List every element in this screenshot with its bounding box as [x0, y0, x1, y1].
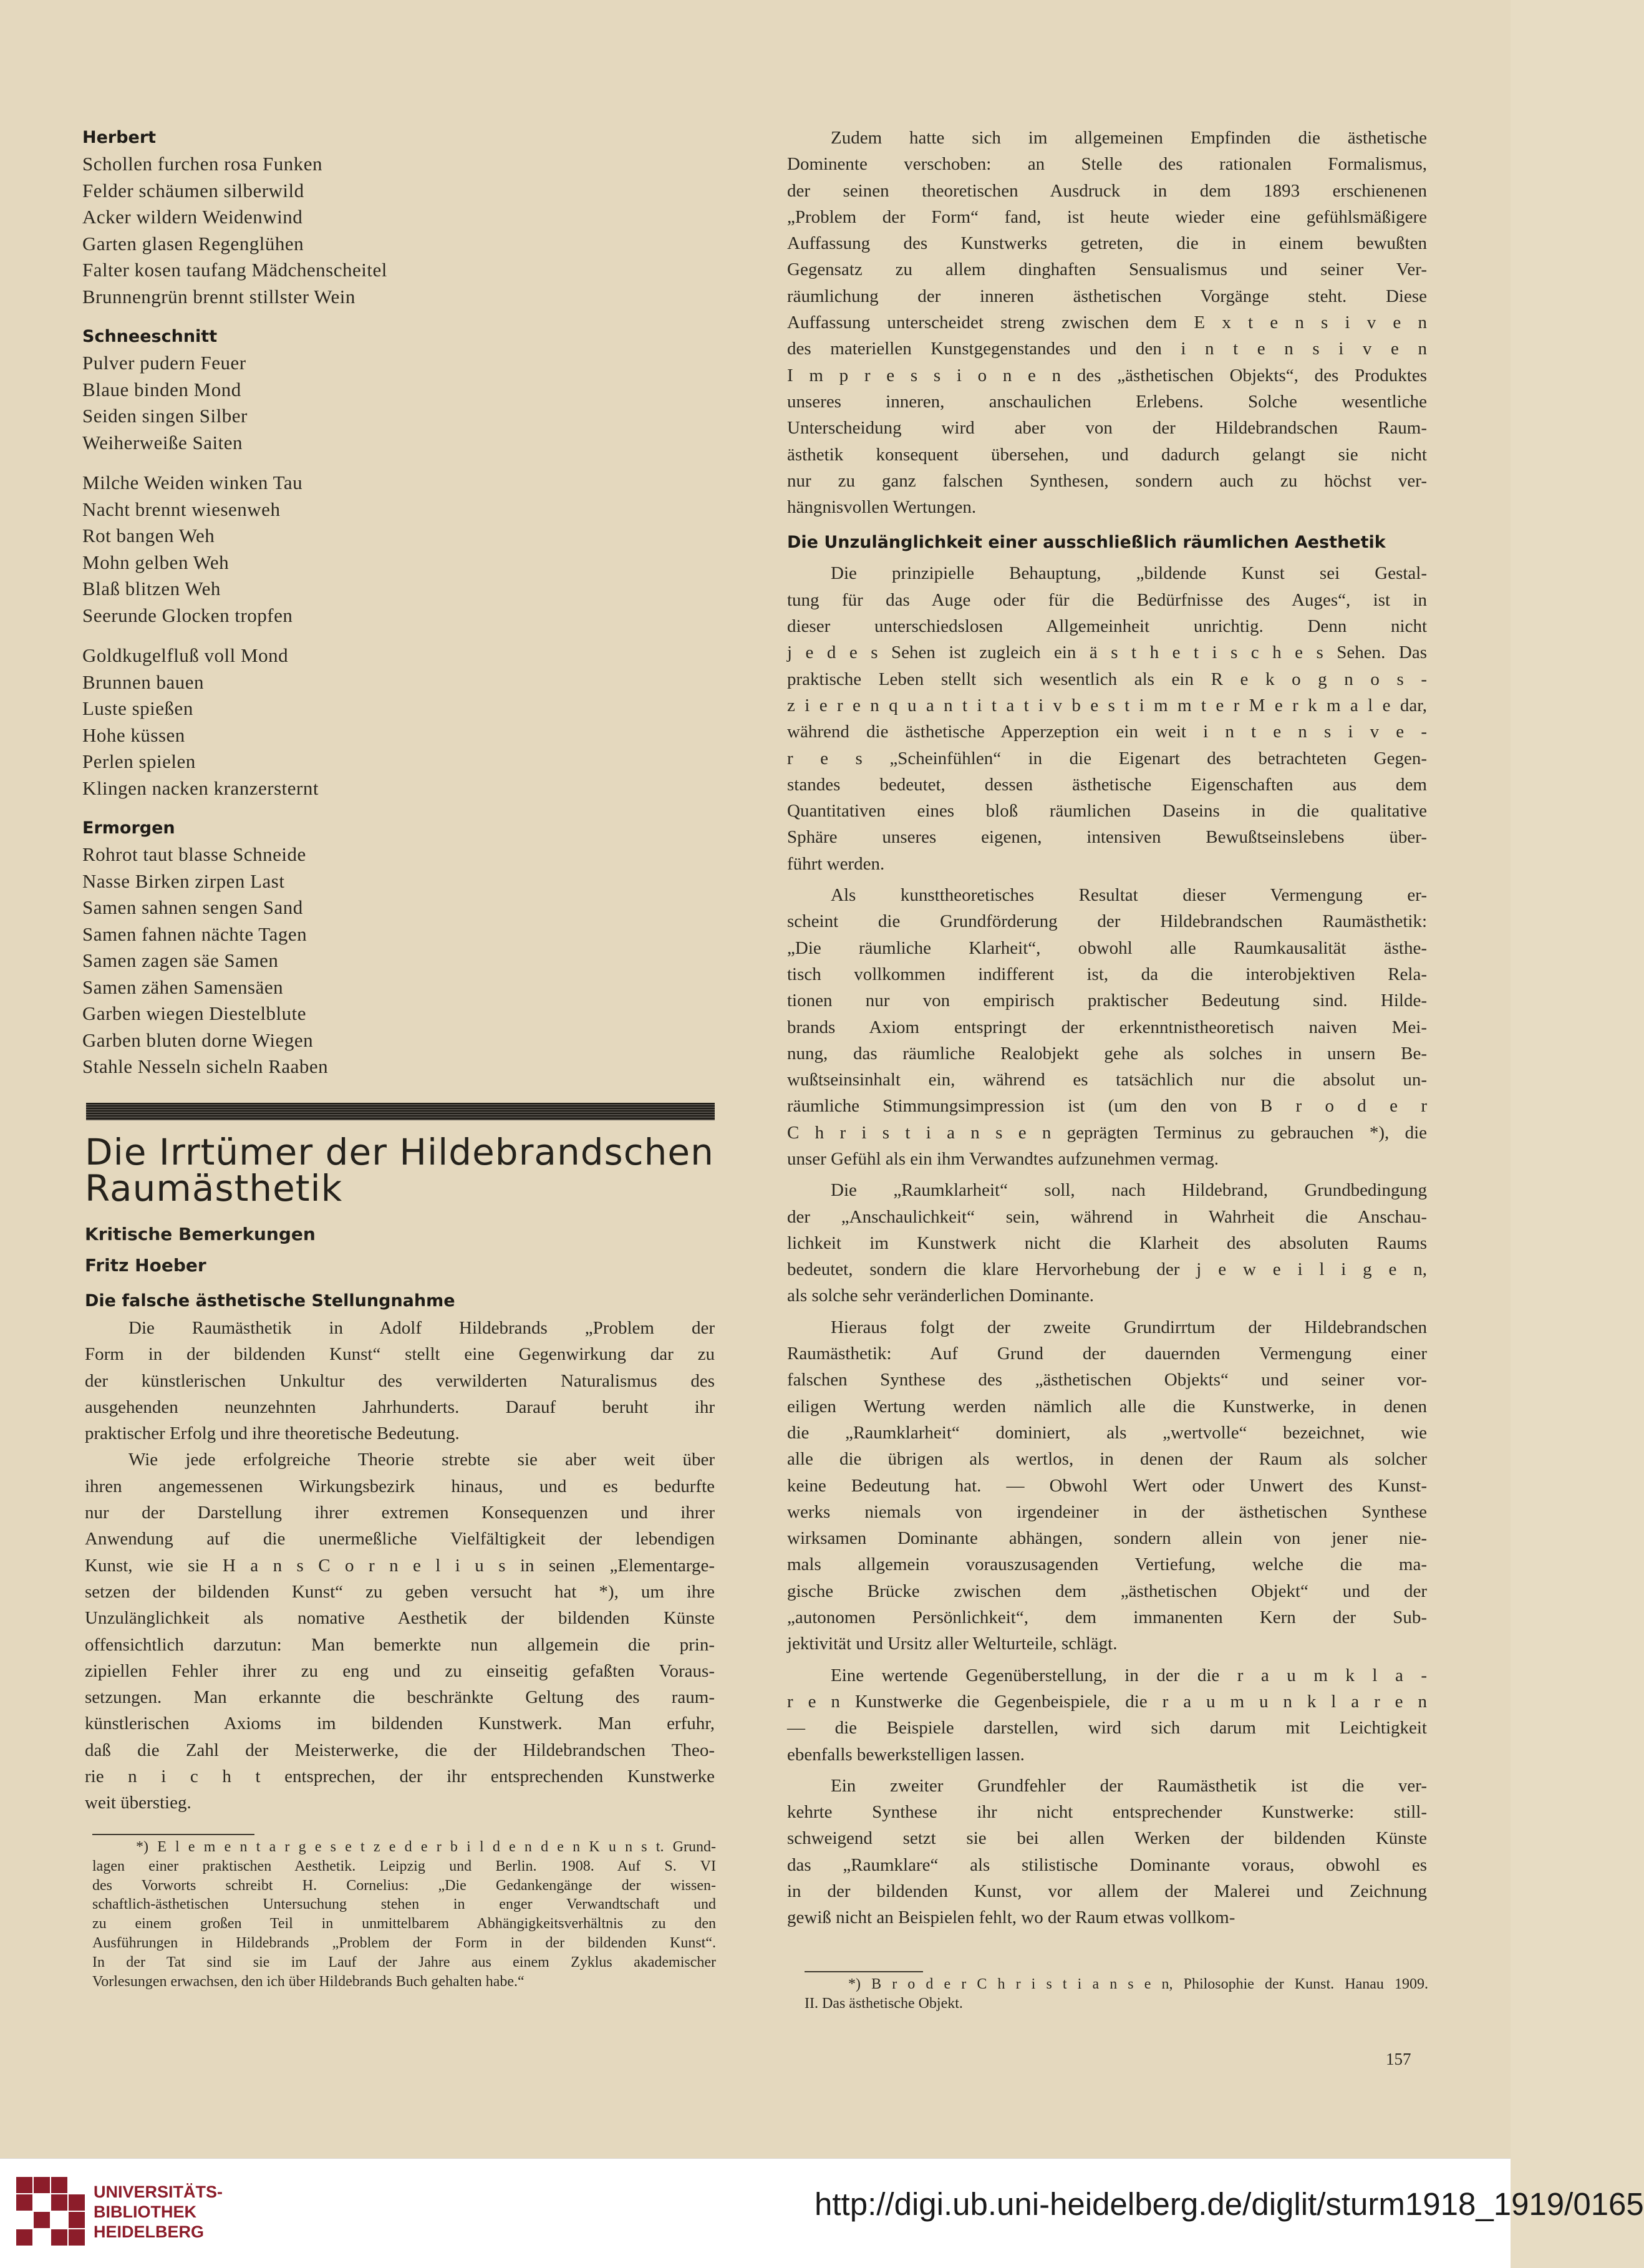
- body-text-line: standes bedeutet, dessen ästhetische Eigenschaften aus dem: [787, 774, 1427, 795]
- poem-line: Weiherweiße Saiten: [82, 431, 243, 453]
- footnote-line: zu einem großen Teil in unmittelbarem Abhängigkeitsverhältnis zu den: [92, 1916, 716, 1932]
- body-text-line: werks niemals von irgendeiner in der ästhetischen Synthese: [787, 1501, 1427, 1522]
- body-text-line: Eine wertende Gegenüberstellung, in der die r a u m k l a -: [831, 1665, 1427, 1685]
- article-title-line: Raumästhetik: [85, 1167, 343, 1209]
- article-title: [85, 1131, 715, 1209]
- poem-line: Blaue binden Mond: [82, 378, 241, 400]
- body-text-line: der künstlerischen Unkultur des verwilderten Naturalismus des: [85, 1370, 715, 1391]
- body-text-line: Unterscheidung wird aber von der Hildebrandschen Raum-: [787, 418, 1427, 439]
- poem-line: Nasse Birken zirpen Last: [82, 870, 285, 892]
- right-footnote: [805, 1975, 1428, 2014]
- poem-heading: Ermorgen: [82, 818, 175, 838]
- poem-line: Falter kosen taufang Mädchenscheitel: [82, 259, 387, 281]
- body-text-line: schweigend setzt sie bei allen Werken der bildenden Künste: [787, 1828, 1427, 1849]
- body-text-line: praktische Leben stellt sich wesentlich als ein R e k o g n o s -: [787, 669, 1427, 689]
- article-title-line: Die Irrtümer der Hildebrandschen: [85, 1131, 714, 1173]
- footnote-line: lagen einer praktischen Aesthetik. Leipzig und Berlin. 1908. Auf S. VI: [92, 1858, 716, 1874]
- poem-line: Samen sahnen sengen Sand: [82, 896, 303, 918]
- body-text-line: — die Beispiele darstellen, wird sich darum mit Leichtigkeit: [787, 1718, 1427, 1738]
- body-text-line: praktischer Erfolg und ihre theoretische Bedeutung.: [85, 1423, 460, 1444]
- body-text-line: „autonomen Persönlichkeit“, dem immanenten Kern der Sub-: [787, 1607, 1427, 1628]
- body-text-line: scheint die Grundförderung der Hildebrandschen Raumästhetik:: [787, 911, 1427, 932]
- university-seal-icon: [16, 2177, 85, 2246]
- body-text-line: Die „Raumklarheit“ soll, nach Hildebrand, Grundbedingung: [831, 1180, 1427, 1201]
- poem-line: Felder schäumen silberwild: [82, 179, 304, 201]
- footnote-line: Ausführungen in Hildebrands „Problem der Form in der bildenden Kunst“.: [92, 1934, 716, 1951]
- poem-line: Milche Weiden winken Tau: [82, 472, 303, 493]
- body-text-line: tung für das Auge oder für die Bedürfnisse des Auges“, ist in: [787, 589, 1427, 610]
- body-text-line: zipiellen Fehler ihrer zu eng und zu einseitig gefaßten Voraus-: [85, 1660, 715, 1681]
- body-text-line: eiligen Wertung werden nämlich alle die Kunstwerke, in denen: [787, 1396, 1427, 1417]
- poem-line: Luste spießen: [82, 697, 193, 719]
- body-text-line: Die prinzipielle Behauptung, „bildende Kunst sei Gestal-: [831, 563, 1427, 584]
- body-text-line: setzen der bildenden Kunst“ zu geben versucht hat *), um ihre: [85, 1581, 715, 1602]
- left-footnote: [92, 1838, 716, 1991]
- poem-line: Rot bangen Weh: [82, 525, 215, 546]
- body-text-line: Zudem hatte sich im allgemeinen Empfinden die ästhetische: [831, 128, 1427, 148]
- poem-line: Seiden singen Silber: [82, 405, 248, 427]
- footnote-line: *) E l e m e n t a r g e s e t z e d e r b i l d e n d e n K u n s t. Grund-: [136, 1839, 716, 1855]
- body-text-line: rie n i c h t entsprechen, der ihr entsprechenden Kunstwerke: [85, 1766, 715, 1787]
- institution-name: [94, 2182, 223, 2242]
- body-text-line: Als kunsttheoretisches Resultat dieser Vermengung er-: [831, 885, 1427, 906]
- poem-line: Pulver pudern Feuer: [82, 352, 246, 374]
- body-text-line: Auffassung des Kunstwerks getreten, die in einem bewußten: [787, 233, 1427, 254]
- body-text-line: Ein zweiter Grundfehler der Raumästhetik ist die ver-: [831, 1775, 1427, 1796]
- body-text-line: der seinen theoretischen Ausdruck in dem 1893 erschienenen: [787, 180, 1427, 201]
- poem-line: Klingen nacken kranzersternt: [82, 777, 319, 799]
- body-text-line: j e d e s Sehen ist zugleich ein ä s t h e t i s c h e s Sehen. Das: [787, 642, 1427, 663]
- body-text-line: wirksamen Dominante abhängen, sondern allein von jener nie-: [787, 1528, 1427, 1549]
- body-text-line: r e s „Scheinfühlen“ in die Eigenart des betrachteten Gegen-: [787, 748, 1427, 768]
- poem-line: Blaß blitzen Weh: [82, 578, 221, 599]
- body-text-line: Gegensatz zu allem dinghaften Sensualismus und seiner Ver-: [787, 259, 1427, 280]
- poem-line: Acker wildern Weidenwind: [82, 206, 303, 228]
- body-text-line: der „Anschaulichkeit“ sein, während in Wahrheit die Anschau-: [787, 1206, 1427, 1227]
- body-text-line: gewiß nicht an Beispielen fehlt, wo der Raum etwas vollkom-: [787, 1907, 1235, 1928]
- poem-line: Garben wiegen Diestelblute: [82, 1002, 307, 1024]
- body-text-line: kehrte Synthese ihr nicht entsprechender Kunstwerke: still-: [787, 1802, 1427, 1823]
- body-text-line: lichkeit im Kunstwerk nicht die Klarheit des absoluten Raums: [787, 1233, 1427, 1253]
- body-text-line: bedeutet, sondern die klare Hervorhebung der j e w e i l i g e n,: [787, 1259, 1427, 1280]
- poem-line: Samen zagen säe Samen: [82, 949, 279, 971]
- body-text-line: gische Brücke zwischen dem „ästhetischen Objekt“ und der: [787, 1581, 1427, 1601]
- poem-line: Stahle Nesseln sicheln Raaben: [82, 1055, 329, 1077]
- article-subtitle: Kritische Bemerkungen: [85, 1224, 316, 1244]
- poem-line: Hohe küssen: [82, 724, 185, 746]
- right-article-body: [787, 125, 1427, 1931]
- poem-line: Rohrot taut blasse Schneide: [82, 843, 306, 865]
- poem-column: [82, 125, 712, 1080]
- body-text-line: führt werden.: [787, 853, 885, 874]
- body-text-line: nur zu ganz falschen Synthesen, sondern auch zu höchst ver-: [787, 470, 1427, 491]
- body-text-line: offensichtlich darzutun: Man bemerkte nun allgemein die prin-: [85, 1634, 715, 1655]
- poem-line: Seerunde Glocken tropfen: [82, 604, 293, 626]
- body-text-line: ausgehenden neunzehnten Jahrhunderts. Darauf beruht ihr: [85, 1397, 715, 1417]
- body-text-line: während die ästhetische Apperzeption ein weit i n t e n s i v e -: [787, 722, 1427, 742]
- body-text-line: räumlichung der inneren ästhetischen Vorgänge steht. Diese: [787, 286, 1427, 306]
- poem-line: Mohn gelben Weh: [82, 551, 230, 573]
- body-text-line: I m p r e s s i o n e n des „ästhetischen Objekts“, des Produktes: [787, 365, 1427, 385]
- body-text-line: mals allgemein vorauszusagenden Vertiefung, welche die ma-: [787, 1554, 1427, 1575]
- body-text-line: ihren angemessenen Wirkungsbezirk hinaus, und es bedurfte: [85, 1476, 715, 1496]
- body-text-line: brands Axiom entspringt der erkenntnistheoretisch naiven Mei-: [787, 1017, 1427, 1037]
- body-text-line: das „Raumklare“ als stilistische Dominante voraus, obwohl es: [787, 1854, 1427, 1875]
- poem-line: Goldkugelfluß voll Mond: [82, 644, 289, 666]
- body-text-line: die „Raumklarheit“ dominiert, als „wertvolle“ bezeichnet, wie: [787, 1422, 1427, 1443]
- body-text-line: „Problem der Form“ fand, ist heute wieder eine gefühlsmäßigere: [787, 206, 1427, 227]
- poem-line: Brunnengrün brennt stillster Wein: [82, 285, 355, 308]
- body-text-line: Auffassung unterscheidet streng zwischen dem E x t e n s i v e n: [787, 313, 1427, 333]
- body-text-line: nur der Darstellung ihrer extremen Konsequenzen und ihrer: [85, 1503, 715, 1523]
- poem-heading: Herbert: [82, 128, 157, 147]
- body-text-line: nung, das räumliche Realobjekt gehe als solches in unsern Be-: [787, 1043, 1427, 1064]
- footnote-line: schaftlich-ästhetischen Untersuchung stehen in enger Verwandtschaft und: [92, 1896, 716, 1913]
- footnote-line: Vorlesungen erwachsen, den ich über Hildebrands Buch gehalten habe.“: [92, 1973, 525, 1990]
- body-text-line: ästhetik konsequent übersehen, und dadurch gelangt sie nicht: [787, 444, 1427, 465]
- body-text-line: jektivität und Ursitz aller Welturteile, schlägt.: [787, 1634, 1118, 1654]
- body-text-line: Hieraus folgt der zweite Grundirrtum der Hildebrandschen: [831, 1317, 1427, 1337]
- body-text-line: unseres inneren, anschaulichen Erlebens. Solche wesentliche: [787, 391, 1427, 412]
- body-text-line: daß die Zahl der Meisterwerke, die der Hildebrandschen Theo-: [85, 1740, 715, 1760]
- body-text-line: ebenfalls bewerkstelligen lassen.: [787, 1744, 1025, 1765]
- page-number: 157: [1386, 2050, 1411, 2068]
- body-text-line: Unzulänglichkeit als nomative Aesthetik der bildenden Künste: [85, 1608, 715, 1629]
- footnote-line: II. Das ästhetische Objekt.: [805, 1995, 963, 2012]
- section-heading: Die Unzulänglichkeit einer ausschließlich räumlichen Aesthetik: [787, 533, 1386, 553]
- body-text-line: hängnisvollen Wertungen.: [787, 497, 977, 518]
- body-text-line: „Die räumliche Klarheit“, obwohl alle Raumkausalität ästhe-: [787, 938, 1427, 958]
- body-text-line: als solche sehr veränderlichen Dominante.: [787, 1286, 1095, 1306]
- body-text-line: Kunst, wie sie H a n s C o r n e l i u s in seinen „Elementarge-: [85, 1555, 715, 1576]
- footnote-rule: [805, 1971, 923, 1972]
- left-article-body: [85, 1287, 715, 1816]
- body-text-line: wußtseinsinhalt ein, während es tatsächlich nur die absolut un-: [787, 1070, 1427, 1090]
- body-text-line: Raumästhetik: Auf Grund der dauernden Vermengung einer: [787, 1344, 1427, 1364]
- body-text-line: C h r i s t i a n s e n geprägten Terminus zu gebrauchen *), die: [787, 1122, 1427, 1143]
- article-author: Fritz Hoeber: [85, 1255, 206, 1276]
- body-text-line: tionen nur von empirisch praktischer Bedeutung sind. Hilde-: [787, 991, 1427, 1011]
- footnote-line: *) B r o d e r C h r i s t i a n s e n, Philosophie der Kunst. Hanau 1909.: [848, 1976, 1428, 1992]
- body-text-line: dieser unterschiedslosen Allgemeinheit unrichtig. Denn nicht: [787, 616, 1427, 637]
- institution-line: UNIVERSITÄTS-: [94, 2183, 223, 2201]
- poem-line: Schollen furchen rosa Funken: [82, 153, 323, 175]
- body-text-line: Sphäre unseres eigenen, intensiven Bewußtseinslebens über-: [787, 827, 1427, 848]
- poem-line: Samen fahnen nächte Tagen: [82, 923, 307, 945]
- section-divider-rule: [86, 1103, 715, 1120]
- body-text-line: keine Bedeutung hat. — Obwohl Wert oder Unwert des Kunst-: [787, 1475, 1427, 1496]
- body-text-line: des materiellen Kunstgegenstandes und den i n t e n s i v e n: [787, 339, 1427, 359]
- poem-line: Perlen spielen: [82, 750, 196, 772]
- body-text-line: falschen Synthese des „ästhetischen Objekts“ und seiner vor-: [787, 1370, 1427, 1390]
- body-text-line: Die Raumästhetik in Adolf Hildebrands „Problem der: [128, 1318, 715, 1338]
- institution-line: BIBLIOTHEK: [94, 2203, 196, 2221]
- footnote-rule: [92, 1834, 254, 1835]
- body-text-line: räumliche Stimmungsimpression ist (um den von B r o d e r: [787, 1096, 1427, 1117]
- body-text-line: Dominente verschoben: an Stelle des rationalen Formalismus,: [787, 154, 1427, 175]
- body-text-line: tisch vollkommen indifferent ist, da die interobjektiven Rela-: [787, 964, 1427, 984]
- footnote-line: In der Tat sind sie im Lauf der Jahre aus einem Zyklus akademischer: [92, 1954, 716, 1970]
- footnote-line: des Vorworts schreibt H. Cornelius: „Die Gedankengänge der wissen-: [92, 1877, 716, 1894]
- body-text-line: Form in der bildenden Kunst“ stellt eine Gegenwirkung dar zu: [85, 1344, 715, 1365]
- body-text-line: r e n Kunstwerke die Gegenbeispiele, die r a u m u n k l a r e n: [787, 1691, 1427, 1712]
- poem-line: Garben bluten dorne Wiegen: [82, 1029, 314, 1051]
- body-text-line: weit überstieg.: [85, 1793, 191, 1813]
- body-text-line: z i e r e n q u a n t i t a t i v b e s t i m m t e r M e r k m a l e dar,: [787, 695, 1427, 715]
- body-text-line: Wie jede erfolgreiche Theorie strebte sie aber weit über: [128, 1450, 715, 1470]
- permalink-url[interactable]: http://digi.ub.uni-heidelberg.de/diglit/sturm1918_1919/0165: [815, 2186, 1644, 2222]
- body-text-line: Quantitativen eines bloß räumlichen Daseins in die qualitative: [787, 801, 1427, 821]
- body-text-line: alle die übrigen als wertlos, in denen der Raum als solcher: [787, 1449, 1427, 1470]
- body-text-line: setzungen. Man erkannte die beschränkte Geltung des raum-: [85, 1687, 715, 1708]
- poem-line: Nacht brennt wiesenweh: [82, 498, 281, 520]
- institution-line: HEIDELBERG: [94, 2222, 205, 2241]
- poem-line: Samen zähen Samensäen: [82, 976, 284, 998]
- left-body-text: [85, 1315, 715, 1816]
- poem-heading: Schneeschnitt: [82, 327, 218, 346]
- body-text-line: künstlerischen Axioms im bildenden Kunstwerk. Man erfuhr,: [85, 1713, 715, 1734]
- body-text-line: unser Gefühl als ein ihm Verwandtes aufzunehmen vermag.: [787, 1148, 1219, 1169]
- section-heading: Die falsche ästhetische Stellungnahme: [85, 1291, 455, 1311]
- body-text-line: in der bildenden Kunst, vor allem der Malerei und Zeichnung: [787, 1881, 1427, 1901]
- poem-line: Brunnen bauen: [82, 671, 205, 693]
- poem-line: Garten glasen Regenglühen: [82, 232, 304, 254]
- body-text-line: Anwendung auf die unermeßliche Vielfältigkeit der lebendigen: [85, 1529, 715, 1549]
